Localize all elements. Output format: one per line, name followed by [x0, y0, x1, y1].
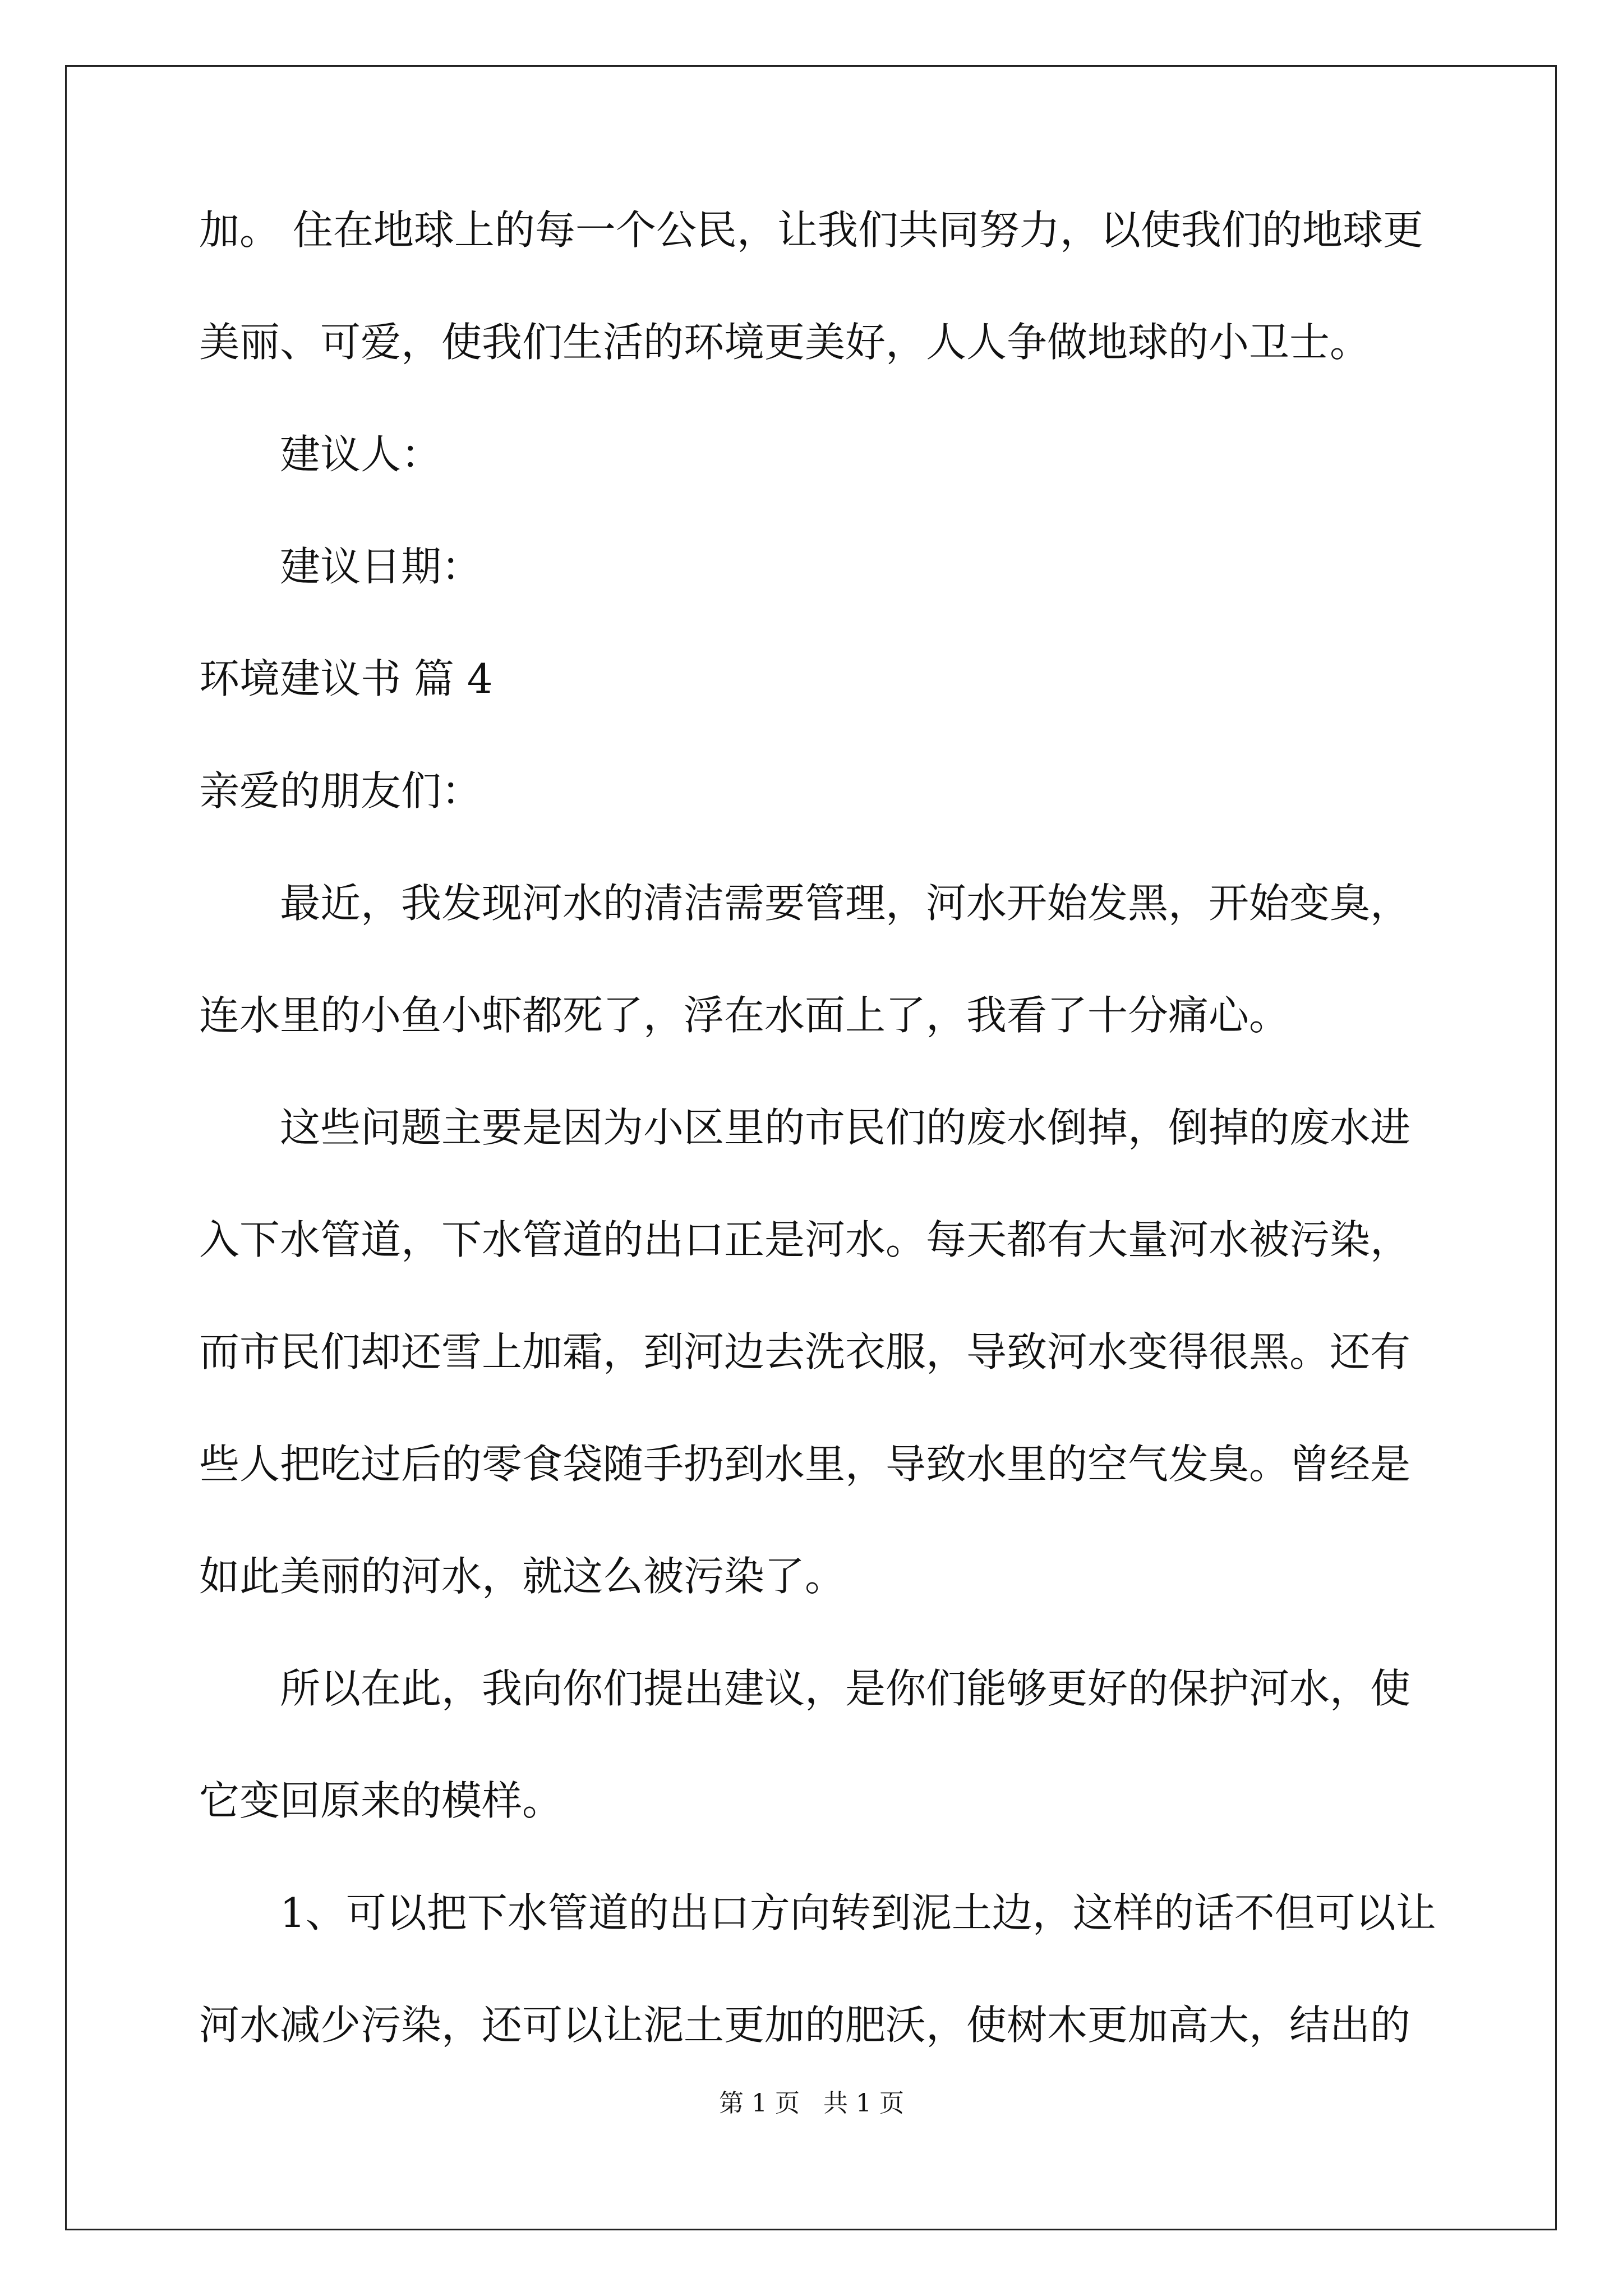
proposer-label: 建议人： — [280, 431, 442, 478]
section-heading: 环境建议书 篇 4 — [199, 655, 493, 702]
body-line: 加。 住在地球上的每一个公民，让我们共同努力，以使我们的地球更 — [199, 206, 1423, 254]
body-line: 这些问题主要是因为小区里的市民们的废水倒掉，倒掉的废水进 — [280, 1104, 1411, 1151]
body-line: 如此美丽的河水，就这么被污染了。 — [199, 1553, 846, 1600]
body-line: 所以在此，我向你们提出建议，是你们能够更好的保护河水，使 — [280, 1665, 1411, 1712]
body-line: 连水里的小鱼小虾都死了，浮在水面上了，我看了十分痛心。 — [199, 992, 1290, 1039]
body-line: 美丽、可爱，使我们生活的环境更美好，人人争做地球的小卫士。 — [199, 319, 1371, 366]
salutation: 亲爱的朋友们： — [199, 767, 482, 815]
body-line: 最近，我发现河水的清洁需要管理，河水开始发黑，开始变臭， — [280, 880, 1411, 927]
body-line: 它变回原来的模样。 — [199, 1777, 563, 1824]
body-line: 1、可以把下水管道的出口方向转到泥土边，这样的话不但可以让 — [280, 1889, 1436, 1936]
body-line: 而市民们却还雪上加霜，到河边去洗衣服，导致河水变得很黑。还有 — [199, 1328, 1411, 1375]
body-line: 些人把吃过后的零食袋随手扔到水里，导致水里的空气发臭。曾经是 — [199, 1441, 1411, 1488]
body-line: 入下水管道，下水管道的出口正是河水。每天都有大量河水被污染， — [199, 1216, 1411, 1263]
proposal-date-label: 建议日期： — [280, 543, 482, 590]
page-footer: 第 1 页 共 1 页 — [719, 2089, 904, 2118]
body-line: 河水减少污染，还可以让泥土更加的肥沃，使树木更加高大，结出的 — [199, 2001, 1411, 2049]
